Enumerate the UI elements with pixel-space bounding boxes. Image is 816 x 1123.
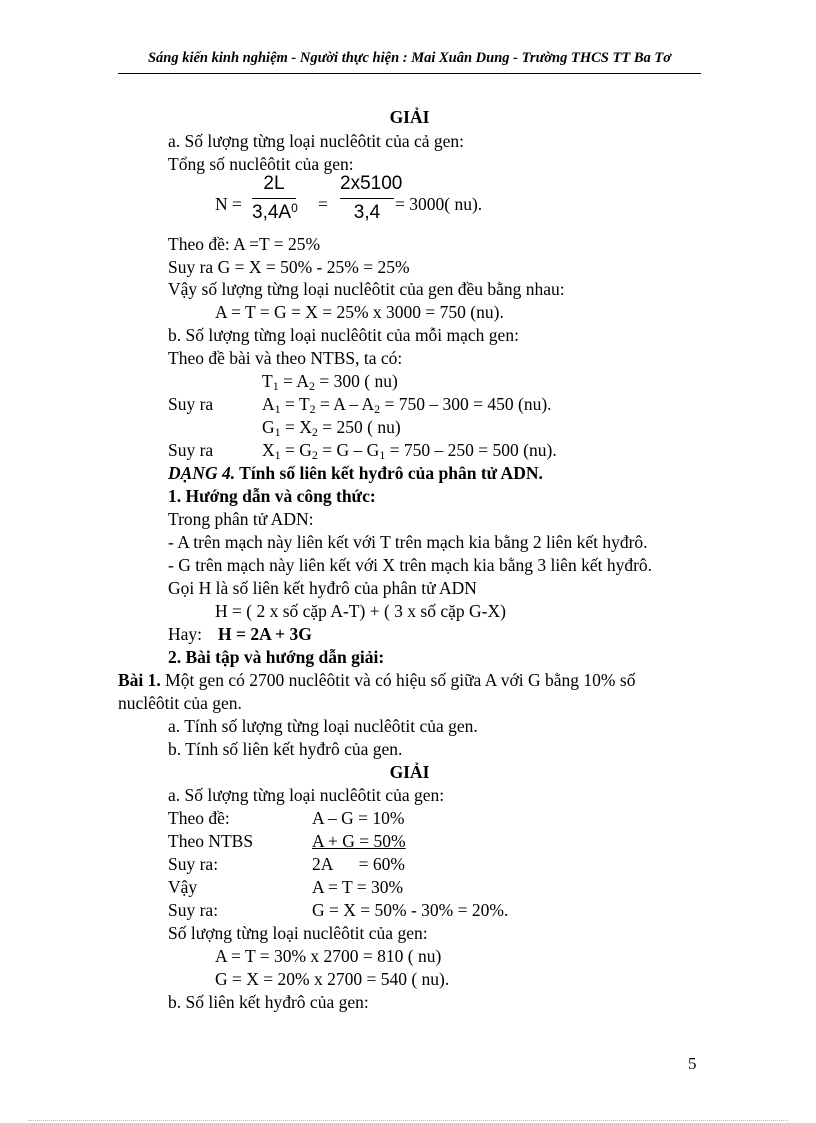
text-line: Trong phân tử ADN: (168, 509, 314, 529)
text-line: Gọi H là số liên kết hyđrô của phân tử ADN (168, 578, 477, 598)
text-line: Theo đề bài và theo NTBS, ta có: (168, 348, 403, 368)
exercise-text: Một gen có 2700 nuclêôtit và có hiệu số giữa A với G bằng 10% số (160, 670, 636, 690)
row-left: Theo đề: (168, 808, 230, 828)
solution-heading-1: GIẢI (389, 107, 430, 127)
formula-equals: = (318, 194, 328, 214)
suy-ra-label: Suy ra (168, 440, 214, 460)
row-left: Suy ra: (168, 900, 219, 920)
text-line: - A trên mạch này liên kết với T trên mạch kia bằng 2 liên kết hyđrô. (168, 532, 648, 552)
strand-a1-t2: $A_1 = T_2 = A - A_2 = 750 - 300 = 450$ (nu). (262, 394, 552, 416)
question-b: b. Tính số liên kết hyđrô của gen. (168, 739, 403, 759)
suy-ra-label: Suy ra (168, 394, 214, 414)
row-right: A = T = 30% (312, 877, 404, 897)
section-prefix: DẠNG 4. (168, 463, 236, 483)
subsection-heading: 1. Hướng dẫn và công thức: (168, 486, 376, 506)
part-b-heading: b. Số liên kết hyđrô của gen: (168, 992, 369, 1012)
row-right: 2A = 60% (312, 854, 405, 874)
text-line: G = X = 20% x 2700 = 540 ( nu). (215, 969, 450, 989)
fraction-2l-denominator (252, 201, 296, 225)
hay-label: Hay: (168, 624, 203, 644)
total-nucleotide-label: Tổng số nuclêôtit của gen: (168, 154, 354, 174)
running-header: Sáng kiến kinh nghiệm - Người thực hiện : Mai Xuân Dung - Trường THCS TT Ba Tơ (147, 50, 672, 66)
den1-superscript: 0 (291, 201, 298, 215)
fraction-2l-numerator: 2L (263, 173, 285, 194)
part-a-heading: a. Số lượng từng loại nuclêôtit của cả gen: (168, 131, 464, 151)
row-left: Vậy (168, 877, 198, 897)
row-left: Suy ra: (168, 854, 219, 874)
fraction-bar (340, 198, 394, 199)
row-left: Theo NTBS (168, 831, 254, 851)
section-title: Tính số liên kết hyđrô của phân tử ADN. (235, 463, 543, 483)
footer-rule (28, 1120, 788, 1121)
section-dang-4 (168, 462, 543, 484)
den1-text: 3,4A (252, 202, 292, 223)
strand-t1-a2: $T_1 = A_2 = 300$ ( nu) (262, 371, 398, 393)
formula-n-label: N = (215, 194, 242, 214)
subsection-heading: 2. Bài tập và hướng dẫn giải: (168, 647, 385, 667)
text-line: Suy ra G = X = 50% - 25% = 25% (168, 257, 410, 277)
text-line: A = T = 30% x 2700 = 810 ( nu) (215, 946, 442, 966)
exercise-1-line-2: nuclêôtit của gen. (118, 693, 242, 713)
row-right: G = X = 50% - 30% = 20%. (312, 900, 509, 920)
text-line: Theo đề: A =T = 25% (168, 234, 321, 254)
part-a-heading: a. Số lượng từng loại nuclêôtit của gen: (168, 785, 445, 805)
row-right-underlined: A + G = 50% (312, 831, 406, 851)
strand-x1-g2: $X_1 = G_2 = G - G_1 = 750 - 250 = 500$ (nu). (262, 440, 557, 462)
header-rule (118, 73, 701, 74)
exercise-1-line-1 (118, 669, 701, 691)
text-line: Vậy số lượng từng loại nuclêôtit của gen đều bằng nhau: (168, 279, 565, 299)
fraction-numeric (340, 172, 403, 225)
hydrogen-formula: H = ( 2 x số cặp A-T) + ( 3 x số cặp G-X) (215, 601, 506, 621)
exercise-label: Bài 1. (118, 670, 161, 690)
text-line: Số lượng từng loại nuclêôtit của gen: (168, 923, 428, 943)
part-b-heading: b. Số lượng từng loại nuclêôtit của mỗi mạch gen: (168, 325, 519, 345)
page-number: 5 (688, 1054, 697, 1073)
fraction-2l (252, 172, 296, 225)
strand-g1-x2: $G_1 = X_2 = 250$ ( nu) (262, 417, 401, 439)
hay-formula: H = 2A + 3G (218, 624, 312, 644)
question-a: a. Tính số lượng từng loại nuclêôtit của gen. (168, 716, 478, 736)
row-right: A – G = 10% (312, 808, 405, 828)
formula-result: = 3000( nu). (395, 194, 483, 214)
fraction-numeric-denominator: 3,4 (353, 202, 381, 223)
solution-heading-2: GIẢI (389, 762, 430, 782)
text-line: - G trên mạch này liên kết với X trên mạch kia bằng 3 liên kết hyđrô. (168, 555, 653, 575)
text-line: A = T = G = X = 25% x 3000 = 750 (nu). (215, 302, 504, 322)
fraction-numeric-numerator: 2x5100 (340, 173, 403, 194)
fraction-bar (252, 198, 296, 199)
